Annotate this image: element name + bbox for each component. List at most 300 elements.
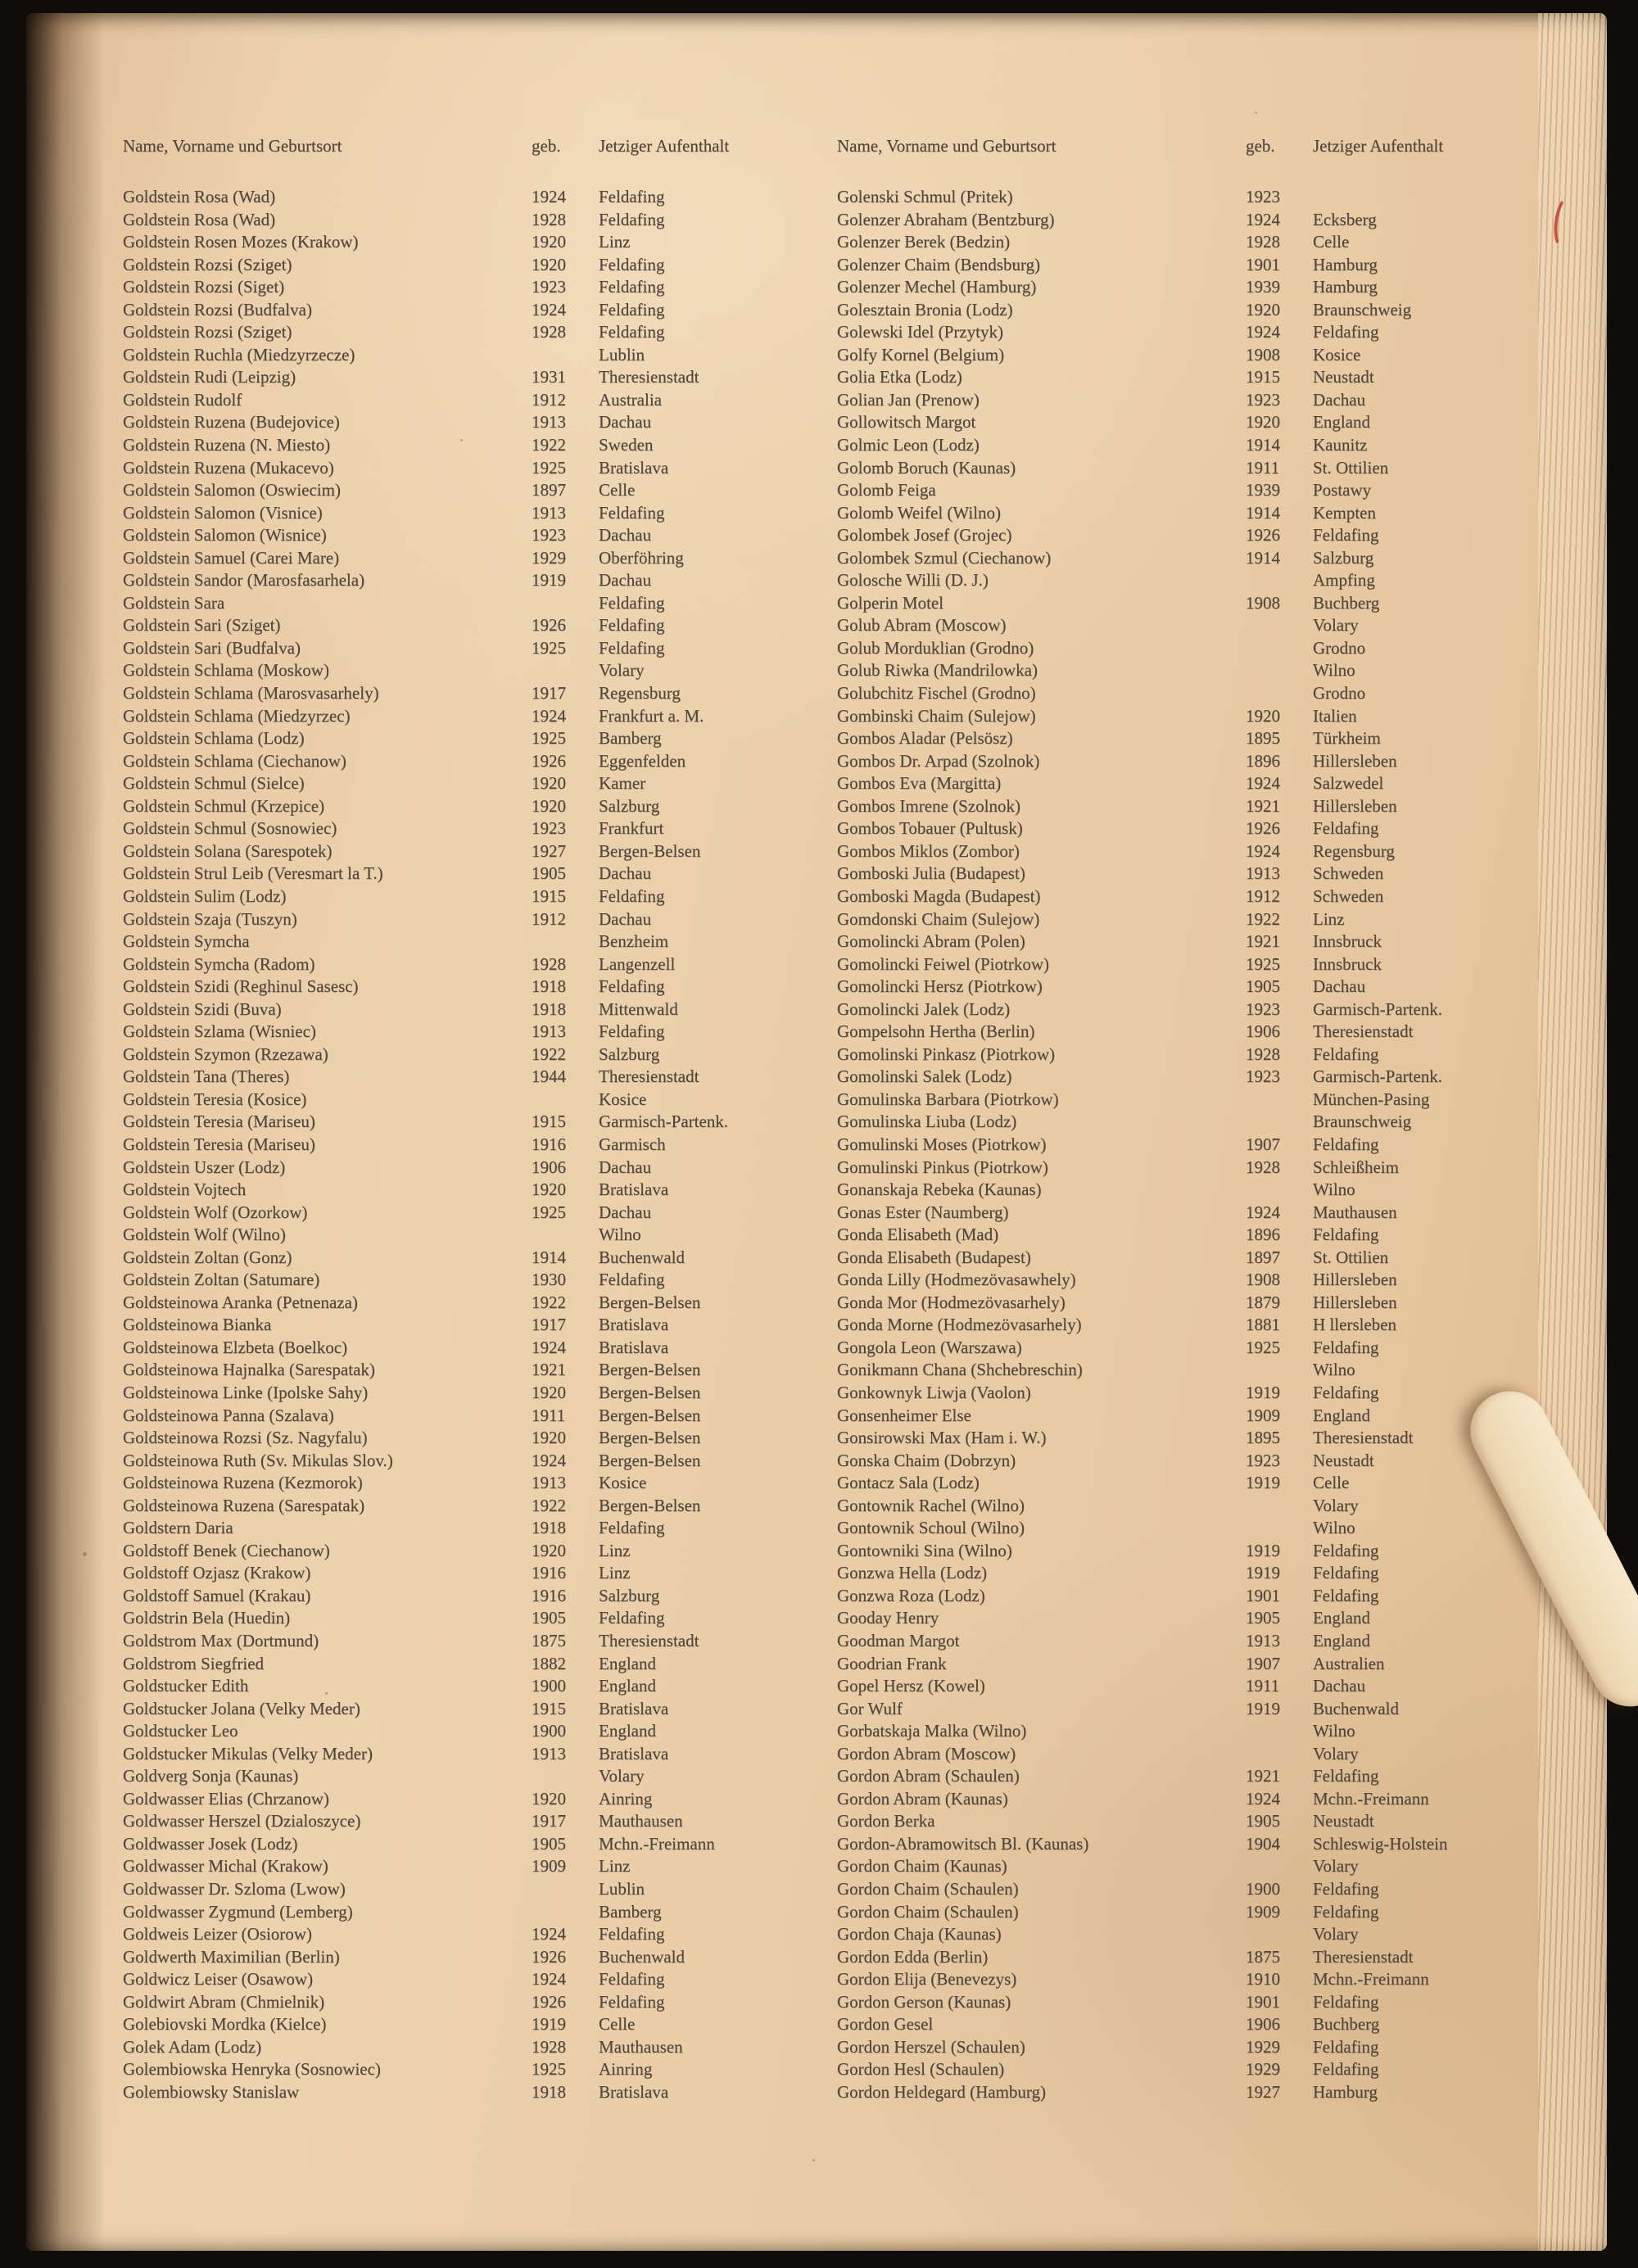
person-name: Goldstucker Edith — [123, 1676, 249, 1696]
table-row — [123, 255, 819, 278]
table-row — [837, 1947, 1533, 1970]
residence: Schweden — [1313, 885, 1384, 906]
person-name: Gomboski Magda (Budapest) — [837, 885, 1041, 906]
birth-year: 1923 — [1246, 187, 1280, 206]
person-name: Goldwasser Dr. Szloma (Lwow) — [123, 1879, 346, 1899]
birth-year: 1939 — [1246, 277, 1280, 297]
residence: Bratislava — [599, 1743, 669, 1763]
table-row — [123, 1924, 819, 1947]
table-row — [837, 525, 1533, 548]
person-name: Goldstein Rozsi (Sziget) — [123, 254, 292, 274]
residence: Bratislava — [599, 1337, 669, 1357]
person-name: Gordon-Abramowitsch Bl. (Kaunas) — [837, 1833, 1089, 1854]
person-name: Goldstern Daria — [123, 1518, 233, 1538]
residence: Feldafing — [599, 1270, 665, 1290]
table-row — [123, 322, 819, 345]
table-row — [123, 1608, 819, 1631]
birth-year: 1913 — [532, 1021, 566, 1042]
residence: Theresienstadt — [1313, 1428, 1414, 1448]
birth-year: 1913 — [1246, 1631, 1280, 1650]
table-row — [123, 548, 819, 571]
table-row — [837, 1834, 1533, 1857]
table-row — [837, 367, 1533, 390]
birth-year: 1913 — [532, 412, 566, 432]
birth-year: 1927 — [532, 840, 566, 861]
birth-year: 1920 — [532, 1540, 566, 1560]
person-name: Goldwicz Leiser (Osawow) — [123, 1969, 314, 1990]
birth-year: 1927 — [1246, 2081, 1280, 2102]
birth-year: 1920 — [532, 232, 566, 252]
person-name: Gonas Ester (Naumberg) — [837, 1202, 1009, 1222]
residence: England — [1313, 1405, 1370, 1425]
table-row — [123, 976, 819, 999]
person-name: Goldwasser Michal (Krakow) — [123, 1856, 328, 1876]
residence: Italien — [1313, 705, 1357, 726]
person-name: Goldwasser Elias (Chrzanow) — [123, 1788, 329, 1809]
residence: Kempten — [1313, 502, 1376, 523]
table-row — [837, 390, 1533, 413]
residence: Wilno — [1313, 660, 1355, 681]
book-gutter-shadow — [26, 13, 105, 2251]
birth-year: 1917 — [532, 683, 566, 704]
table-row — [837, 2082, 1533, 2105]
birth-year: 1920 — [532, 795, 566, 816]
residence: Australia — [599, 389, 662, 410]
table-row — [837, 1879, 1533, 1902]
table-row — [837, 931, 1533, 954]
table-row — [123, 1563, 819, 1586]
birth-year: 1905 — [1246, 1811, 1280, 1831]
table-row — [123, 1134, 819, 1157]
person-name: Goldsteinowa Hajnalka (Sarespatak) — [123, 1360, 375, 1380]
table-row — [837, 863, 1533, 886]
residence: Braunschweig — [1313, 1111, 1412, 1132]
residence: Garmisch-Partenk. — [1313, 1066, 1443, 1087]
birth-year: 1895 — [1246, 1428, 1280, 1448]
residence: Bratislava — [599, 1698, 669, 1718]
residence: Linz — [599, 1540, 631, 1560]
person-name: Goldstoff Ozjasz (Krakow) — [123, 1563, 311, 1583]
table-row — [837, 1902, 1533, 1925]
person-name: Gomolincki Hersz (Piotrkow) — [837, 976, 1043, 997]
residence: Feldafing — [1313, 322, 1379, 342]
table-row — [837, 1134, 1533, 1157]
person-name: Goldstein Symcha (Radom) — [123, 953, 315, 974]
residence: Sweden — [599, 435, 654, 455]
birth-year: 1926 — [1246, 525, 1280, 545]
residence: Regensburg — [1313, 840, 1395, 861]
person-name: Goldstein Zoltan (Gonz) — [123, 1247, 292, 1267]
table-row — [123, 1292, 819, 1315]
residence: Celle — [1313, 232, 1350, 252]
residence: Feldafing — [1313, 1134, 1379, 1154]
person-name: Gordon Abram (Moscow) — [837, 1743, 1016, 1763]
residence: Buchenwald — [599, 1946, 685, 1967]
person-name: Golomb Weifel (Wilno) — [837, 502, 1002, 523]
header-residence-column: Jetziger Aufenthalt — [1313, 136, 1444, 156]
residence: Volary — [1313, 1495, 1359, 1515]
person-name: Gonda Lilly (Hodmezövasawhely) — [837, 1270, 1076, 1290]
residence: Dachau — [1313, 1676, 1366, 1696]
residence: Feldafing — [599, 502, 665, 523]
birth-year: 1919 — [532, 570, 566, 591]
table-row — [837, 638, 1533, 661]
person-name: Goldstein Schlama (Marosvasarhely) — [123, 683, 379, 704]
person-name: Goldstucker Leo — [123, 1721, 238, 1741]
residence: Bamberg — [599, 728, 662, 749]
person-name: Gonikmann Chana (Shchebreschin) — [837, 1360, 1083, 1380]
table-row — [123, 1111, 819, 1134]
residence: Feldafing — [1313, 2059, 1379, 2080]
table-row — [123, 1157, 819, 1180]
residence: Feldafing — [599, 637, 665, 658]
residence: Dachau — [599, 1157, 652, 1177]
birth-year: 1920 — [532, 1428, 566, 1448]
person-name: Goldwasser Josek (Lodz) — [123, 1833, 298, 1854]
table-row — [123, 1089, 819, 1112]
table-row — [837, 1157, 1533, 1180]
birth-year: 1923 — [532, 525, 566, 545]
table-row — [123, 458, 819, 481]
residence: Theresienstadt — [599, 1066, 699, 1087]
table-row — [123, 435, 819, 458]
person-name: Goldstein Teresia (Kosice) — [123, 1089, 307, 1109]
header-name-column: Name, Vorname und Geburtsort — [123, 136, 342, 156]
birth-year: 1922 — [532, 1292, 566, 1312]
birth-year: 1924 — [1246, 322, 1280, 342]
person-name: Gordon Heldegard (Hamburg) — [837, 2081, 1047, 2102]
residence: Volary — [1313, 1743, 1359, 1763]
residence: Mauthausen — [1313, 1202, 1397, 1222]
person-name: Goldstein Rosen Mozes (Krakow) — [123, 232, 359, 252]
birth-year: 1924 — [1246, 1788, 1280, 1809]
birth-year: 1913 — [532, 502, 566, 523]
birth-year: 1909 — [1246, 1901, 1280, 1922]
table-row — [123, 841, 819, 864]
table-row — [123, 1789, 819, 1812]
person-name: Golub Riwka (Mandrilowka) — [837, 660, 1038, 681]
residence: Feldafing — [1313, 1563, 1379, 1583]
table-row — [123, 480, 819, 503]
table-row — [123, 1496, 819, 1519]
residence: Salzwedel — [1313, 773, 1384, 794]
table-row — [123, 1406, 819, 1428]
birth-year: 1920 — [1246, 299, 1280, 319]
person-name: Goldstein Wolf (Ozorkow) — [123, 1202, 308, 1222]
birth-year: 1879 — [1246, 1292, 1280, 1312]
table-row — [123, 706, 819, 729]
person-name: Gordon Abram (Kaunas) — [837, 1788, 1008, 1809]
person-name: Gonanskaja Rebeka (Kaunas) — [837, 1179, 1042, 1200]
table-row — [837, 1856, 1533, 1879]
person-name: Golenzer Mechel (Hamburg) — [837, 277, 1037, 297]
residence: Feldafing — [599, 277, 665, 297]
birth-year: 1909 — [1246, 1405, 1280, 1425]
person-name: Goldsteinowa Linke (Ipolske Sahy) — [123, 1382, 369, 1402]
person-name: Goldstoff Benek (Ciechanow) — [123, 1540, 330, 1560]
person-name: Goldstein Sari (Sziget) — [123, 615, 281, 636]
birth-year: 1924 — [1246, 840, 1280, 861]
person-name: Golenzer Abraham (Bentzburg) — [837, 209, 1055, 229]
person-name: Golub Morduklian (Grodno) — [837, 637, 1034, 658]
person-name: Goldstein Salomon (Visnice) — [123, 502, 323, 523]
person-name: Gordon Gerson (Kaunas) — [837, 1991, 1011, 2012]
birth-year: 1913 — [532, 1743, 566, 1763]
person-name: Golenski Schmul (Pritek) — [837, 187, 1013, 206]
birth-year: 1918 — [532, 976, 566, 997]
table-row — [123, 818, 819, 841]
person-name: Gonzwa Roza (Lodz) — [837, 1585, 985, 1605]
table-row — [837, 1744, 1533, 1767]
birth-year: 1923 — [532, 818, 566, 839]
residence: Bratislava — [599, 1179, 669, 1200]
residence: Kosice — [599, 1473, 647, 1493]
person-name: Goldverg Sonja (Kaunas) — [123, 1766, 299, 1786]
birth-year: 1928 — [532, 2036, 566, 2057]
birth-year: 1924 — [532, 1924, 566, 1944]
birth-year: 1911 — [1246, 457, 1280, 478]
residence: Langenzell — [599, 953, 676, 974]
table-row — [123, 345, 819, 368]
table-row — [837, 1473, 1533, 1496]
residence: Theresienstadt — [1313, 1946, 1414, 1967]
paper-page — [26, 13, 1607, 2251]
person-name: Goldstein Salomon (Oswiecim) — [123, 480, 341, 500]
residence: England — [1313, 412, 1370, 432]
person-name: Goldwerth Maximilian (Berlin) — [123, 1946, 340, 1967]
person-name: Gontacz Sala (Lodz) — [837, 1473, 980, 1493]
residence: Celle — [599, 480, 636, 500]
person-name: Golombek Josef (Grojec) — [837, 525, 1012, 545]
table-row — [837, 615, 1533, 638]
person-name: Golomb Feiga — [837, 480, 936, 500]
birth-year: 1928 — [532, 322, 566, 342]
birth-year: 1924 — [532, 705, 566, 726]
birth-year: 1914 — [532, 1247, 566, 1267]
person-name: Goldstein Teresia (Mariseu) — [123, 1134, 315, 1154]
table-row — [123, 1451, 819, 1474]
birth-year: 1900 — [532, 1676, 566, 1696]
person-name: Goldstein Wolf (Wilno) — [123, 1225, 286, 1245]
residence: Hamburg — [1313, 277, 1378, 297]
person-name: Golembiowsky Stanislaw — [123, 2081, 300, 2102]
residence: München-Pasing — [1313, 1089, 1430, 1109]
person-name: Gomulinski Moses (Piotrkow) — [837, 1134, 1047, 1154]
birth-year: 1928 — [1246, 1043, 1280, 1064]
birth-year: 1944 — [532, 1066, 566, 1087]
birth-year: 1920 — [532, 254, 566, 274]
table-row — [837, 886, 1533, 909]
table-row — [123, 660, 819, 683]
table-row — [123, 1586, 819, 1609]
residence: Dachau — [1313, 976, 1366, 997]
residence: Linz — [599, 232, 631, 252]
residence: Feldafing — [1313, 1585, 1379, 1605]
residence: Celle — [1313, 1473, 1350, 1493]
person-name: Gonda Elisabeth (Mad) — [837, 1225, 999, 1245]
person-name: Goldsteinowa Aranka (Petnenaza) — [123, 1292, 358, 1312]
person-name: Gor Wulf — [837, 1698, 903, 1718]
person-name: Gooday Henry — [837, 1608, 939, 1628]
table-row — [123, 1428, 819, 1451]
table-row — [837, 2014, 1533, 2037]
table-row — [837, 841, 1533, 864]
paper-specks — [26, 13, 29, 16]
birth-year: 1926 — [532, 615, 566, 636]
person-name: Goldsteinowa Panna (Szalava) — [123, 1405, 334, 1425]
person-name: Gonda Mor (Hodmezövasarhely) — [837, 1292, 1066, 1312]
birth-year: 1925 — [532, 637, 566, 658]
residence: Bergen-Belsen — [599, 1405, 701, 1425]
birth-year: 1921 — [1246, 931, 1280, 952]
table-row — [123, 593, 819, 616]
birth-year: 1896 — [1246, 750, 1280, 771]
birth-year: 1926 — [532, 1991, 566, 2012]
table-row — [123, 1631, 819, 1654]
birth-year: 1918 — [532, 2081, 566, 2102]
table-row — [123, 796, 819, 819]
residence: Mchn.-Freimann — [1313, 1788, 1429, 1809]
residence: Salzburg — [599, 1043, 660, 1064]
birth-year: 1913 — [1246, 863, 1280, 884]
residence: Grodno — [1313, 683, 1366, 704]
person-name: Goldstein Rozsi (Sziget) — [123, 322, 292, 342]
table-row — [837, 1563, 1533, 1586]
birth-year: 1924 — [532, 187, 566, 206]
table-row — [123, 1541, 819, 1564]
birth-year: 1921 — [532, 1360, 566, 1380]
table-row — [123, 277, 819, 300]
residence: Dachau — [599, 412, 652, 432]
residence: Feldafing — [1313, 525, 1379, 545]
table-row — [837, 1631, 1533, 1654]
birth-year: 1881 — [1246, 1315, 1280, 1335]
birth-year: 1911 — [532, 1405, 566, 1425]
residence: Schleswig-Holstein — [1313, 1833, 1448, 1854]
person-name: Goldstein Schmul (Sielce) — [123, 773, 305, 794]
table-row — [837, 1992, 1533, 2015]
birth-year: 1920 — [532, 1382, 566, 1402]
table-row — [123, 638, 819, 661]
residence: Hillersleben — [1313, 1270, 1397, 1290]
residence: Hamburg — [1313, 2081, 1378, 2102]
birth-year: 1930 — [532, 1270, 566, 1290]
residence: Dachau — [599, 1202, 652, 1222]
residence: Innsbruck — [1313, 931, 1382, 952]
table-row — [123, 1654, 819, 1677]
table-row — [123, 2014, 819, 2037]
birth-year: 1905 — [1246, 1608, 1280, 1628]
table-row — [837, 1721, 1533, 1744]
residence: Volary — [1313, 615, 1359, 636]
person-name: Gonzwa Hella (Lodz) — [837, 1563, 988, 1583]
person-name: Golosche Willi (D. J.) — [837, 570, 989, 591]
table-row — [123, 1383, 819, 1406]
person-name: Gomulinska Barbara (Piotrkow) — [837, 1089, 1059, 1109]
person-name: Gordon Herszel (Schaulen) — [837, 2036, 1025, 2057]
residence: Ainring — [599, 1788, 653, 1809]
residence: St. Ottilien — [1313, 457, 1389, 478]
person-name: Golek Adam (Lodz) — [123, 2036, 262, 2057]
person-name: Golubchitz Fischel (Grodno) — [837, 683, 1036, 704]
table-row — [123, 1676, 819, 1699]
table-row — [123, 751, 819, 774]
birth-year: 1904 — [1246, 1833, 1280, 1854]
table-row — [837, 412, 1533, 435]
residence: Australien — [1313, 1653, 1385, 1673]
table-row — [123, 570, 819, 593]
birth-year: 1925 — [1246, 953, 1280, 974]
table-row — [123, 1834, 819, 1857]
birth-year: 1931 — [532, 367, 566, 387]
birth-year: 1875 — [1246, 1946, 1280, 1967]
person-name: Gordon Berka — [837, 1811, 935, 1831]
birth-year: 1912 — [532, 389, 566, 410]
residence: Neustadt — [1313, 1811, 1374, 1831]
residence: Frankfurt — [599, 818, 664, 839]
residence: Buchenwald — [599, 1247, 685, 1267]
residence: Buchenwald — [1313, 1698, 1399, 1718]
header-birthyear-column: geb. — [1246, 136, 1275, 156]
table-row — [837, 1021, 1533, 1044]
table-row — [837, 2037, 1533, 2060]
table-row — [837, 773, 1533, 796]
person-name: Goldstein Rosa (Wad) — [123, 209, 276, 229]
person-name: Gomboski Julia (Budapest) — [837, 863, 1025, 884]
table-row — [837, 570, 1533, 593]
person-name: Goldweis Leizer (Osiorow) — [123, 1924, 312, 1944]
person-name: Goldsteinowa Ruth (Sv. Mikulas Slov.) — [123, 1450, 393, 1470]
table-row — [123, 1202, 819, 1225]
residence: Volary — [1313, 1856, 1359, 1876]
person-name: Goldstein Ruzena (Mukacevo) — [123, 457, 334, 478]
residence: Hillersleben — [1313, 1292, 1397, 1312]
residence: Feldafing — [1313, 1043, 1379, 1064]
table-row — [837, 660, 1533, 683]
residence: Mchn.-Freimann — [1313, 1969, 1429, 1990]
table-row — [837, 1202, 1533, 1225]
residence: Regensburg — [599, 683, 681, 704]
person-name: Gordon Elija (Benevezys) — [837, 1969, 1017, 1990]
table-row — [837, 503, 1533, 526]
residence: Dachau — [1313, 389, 1366, 410]
table-row — [837, 458, 1533, 481]
person-name: Goldsteinowa Elzbeta (Boelkoc) — [123, 1337, 348, 1357]
table-row — [837, 1247, 1533, 1270]
table-row — [837, 1541, 1533, 1564]
birth-year: 1919 — [1246, 1563, 1280, 1583]
table-row — [123, 863, 819, 886]
birth-year: 1901 — [1246, 254, 1280, 274]
table-row — [837, 1179, 1533, 1202]
birth-year: 1924 — [532, 1450, 566, 1470]
residence: Postawy — [1313, 480, 1372, 500]
residence: Bergen-Belsen — [599, 1360, 701, 1380]
person-name: Goldstein Rudolf — [123, 389, 242, 410]
person-name: Goldstein Ruzena (N. Miesto) — [123, 435, 331, 455]
birth-year: 1925 — [532, 2059, 566, 2080]
table-row — [123, 886, 819, 909]
table-row — [837, 1676, 1533, 1699]
person-name: Goldstein Symcha — [123, 931, 250, 952]
birth-year: 1925 — [532, 457, 566, 478]
person-name: Goldstein Strul Leib (Veresmart la T.) — [123, 863, 383, 884]
birth-year: 1922 — [1246, 908, 1280, 929]
person-name: Gongola Leon (Warszawa) — [837, 1337, 1022, 1357]
table-row — [837, 255, 1533, 278]
table-row — [837, 976, 1533, 999]
table-row — [123, 390, 819, 413]
